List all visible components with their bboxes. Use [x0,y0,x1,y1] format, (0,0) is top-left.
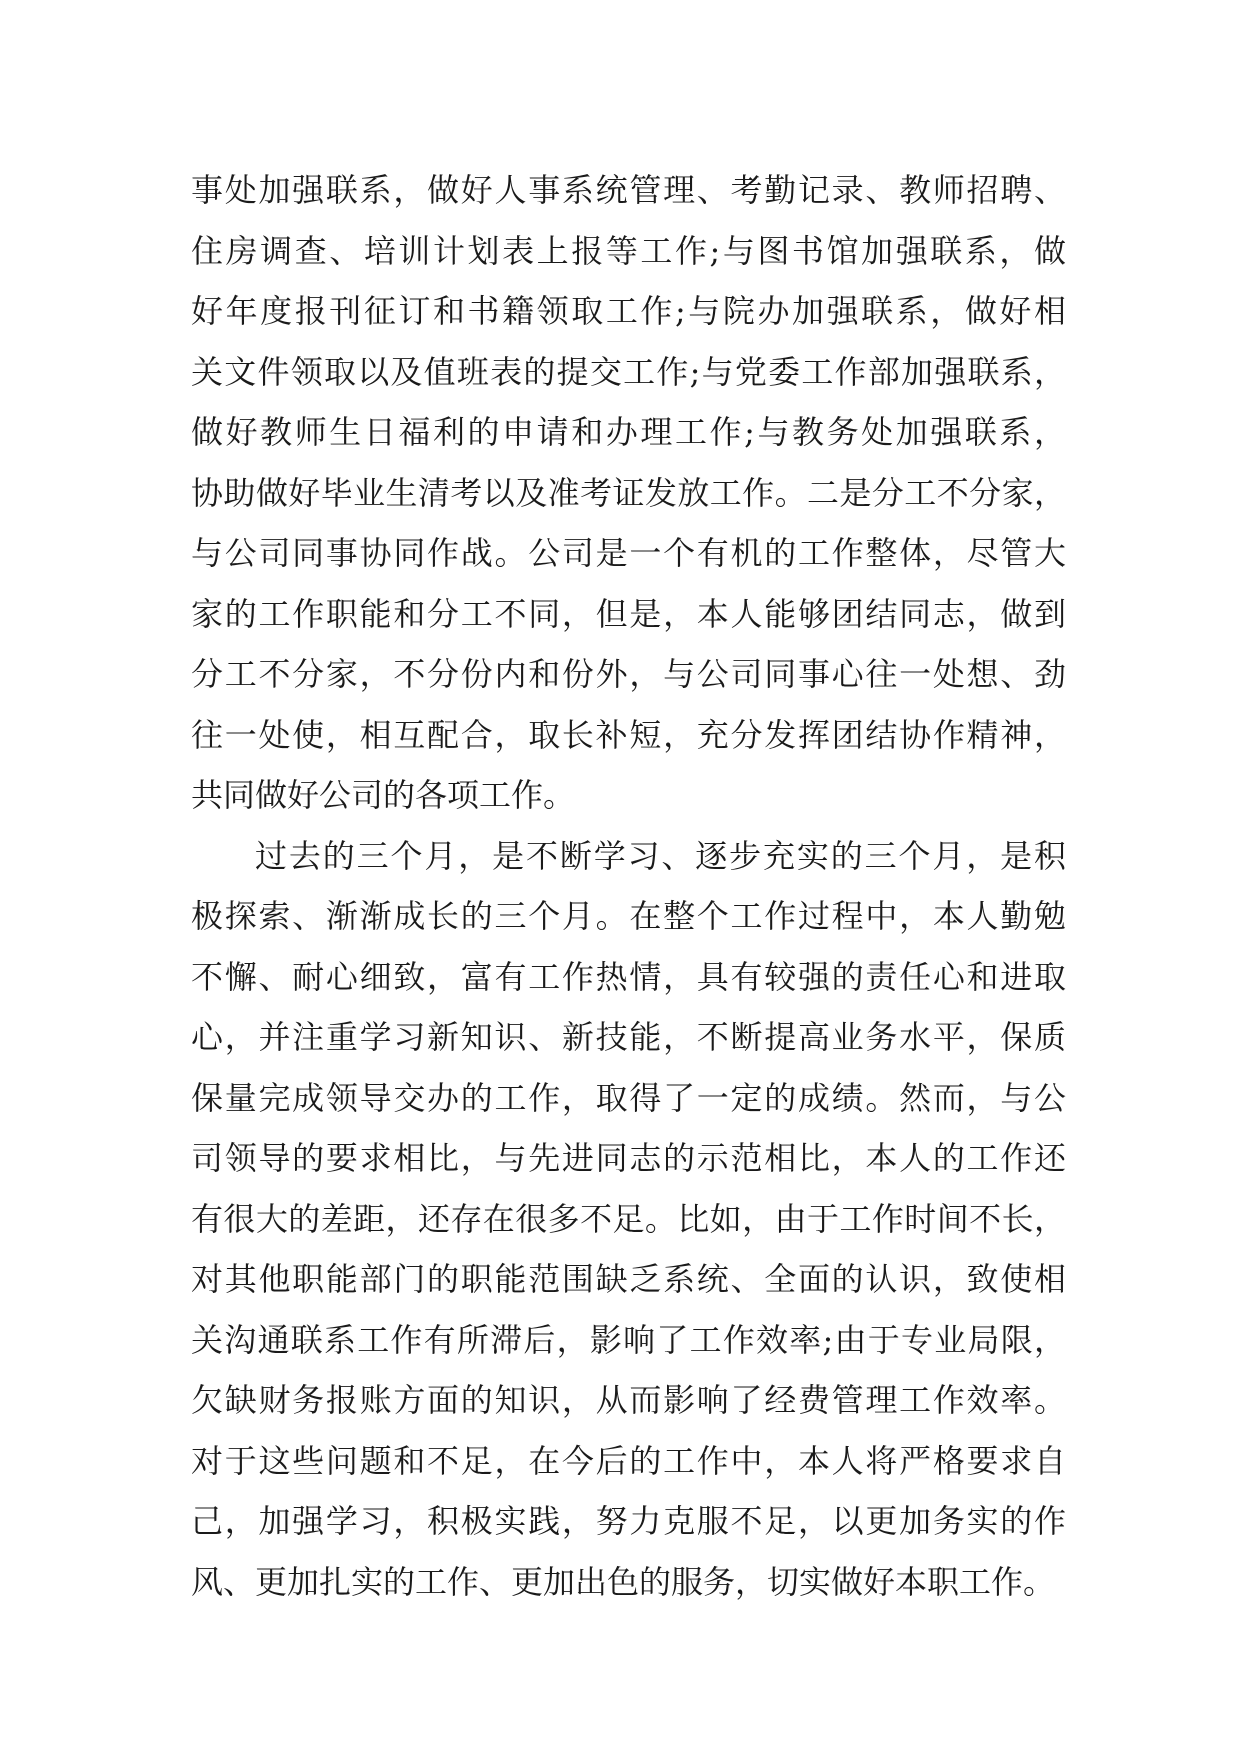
text-line: 司领导的要求相比，与先进同志的示范相比，本人的工作还 [191,1139,1066,1177]
text-line: 心，并注重学习新知识、新技能，不断提高业务水平，保质 [191,1018,1066,1056]
text-line: 己，加强学习，积极实践，努力克服不足，以更加务实的作 [191,1502,1066,1540]
text-line: 做好教师生日福利的申请和办理工作;与教务处加强联系， [191,413,1066,451]
text-line: 往一处使，相互配合，取长补短，充分发挥团结协作精神， [191,715,1066,754]
text-line: 好年度报刊征订和书籍领取工作;与院办加强联系，做好相 [191,292,1066,330]
text-line: 共同做好公司的各项工作。 [191,776,576,814]
text-line: 关沟通联系工作有所滞后，影响了工作效率;由于专业局限， [191,1320,1066,1359]
paragraph-first-line: 过去的三个月，是不断学习、逐步充实的三个月，是积 [255,836,1066,875]
text-line: 对于这些问题和不足，在今后的工作中，本人将严格要求自 [191,1441,1066,1480]
text-line: 分工不分家，不分份内和份外，与公司同事心往一处想、劲 [191,655,1066,693]
text-line: 不懈、耐心细致，富有工作热情，具有较强的责任心和进取 [191,957,1066,996]
text-line: 欠缺财务报账方面的知识，从而影响了经费管理工作效率。 [191,1381,1066,1419]
text-line: 家的工作职能和分工不同，但是，本人能够团结同志，做到 [191,594,1066,633]
text-line: 住房调查、培训计划表上报等工作;与图书馆加强联系，做 [191,231,1066,270]
text-line: 极探索、渐渐成长的三个月。在整个工作过程中，本人勤勉 [191,897,1066,935]
text-line: 风、更加扎实的工作、更加出色的服务，切实做好本职工作。 [191,1562,1056,1601]
text-line: 与公司同事协同作战。公司是一个有机的工作整体，尽管大 [191,534,1066,572]
text-line: 关文件领取以及值班表的提交工作;与党委工作部加强联系， [191,352,1066,391]
text-line: 保量完成领导交办的工作，取得了一定的成绩。然而，与公 [191,1078,1066,1117]
text-line: 对其他职能部门的职能范围缺乏系统、全面的认识，致使相 [191,1260,1066,1298]
text-line: 事处加强联系，做好人事系统管理、考勤记录、教师招聘、 [191,171,1066,209]
text-line: 协助做好毕业生清考以及准考证发放工作。二是分工不分家， [191,473,1066,512]
body-text [191,160,1066,1612]
text-line: 有很大的差距，还存在很多不足。比如，由于工作时间不长， [191,1199,1066,1238]
